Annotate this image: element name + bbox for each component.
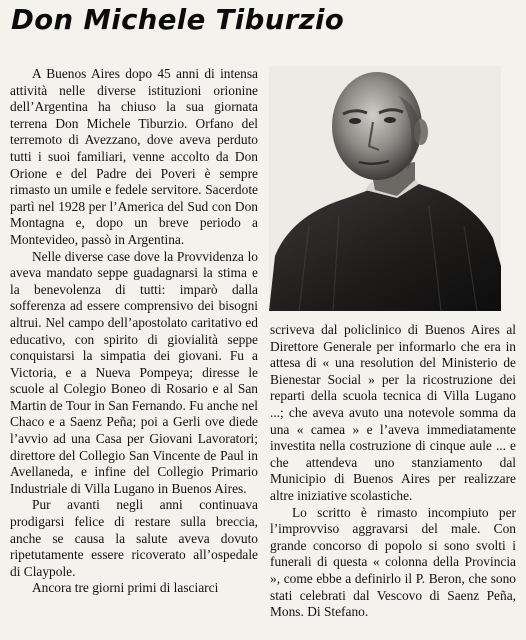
paragraph: Lo scritto è rimasto incompiuto per l’improvviso aggravarsi del male. Con grande concorso di popolo si sono svolti i funerali di questa « colonna della Provincia », come ebbe a definirlo il P. Beron, che sono stati celebrati dal Vescovo di Saenz Peña, Mons. Di Stefano. xyxy=(270,504,516,620)
article-title: Don Michele Tiburzio xyxy=(11,4,345,36)
paragraph: A Buenos Aires dopo 45 anni di intensa attività nelle diverse istituzioni orionine dell’Argentina ha chiuso la sua giornata terrena Don Michele Tiburzio. Orfano del terremoto di Avezzano, dove aveva perduto tutti i suoi familiari, venne accolto da Don Orione e del Padre dei Poveri è sempre rimasto un umile e fedele servitore. Sacerdote partì nel 1928 per l’America del Sud con Don Montagna e, dopo un breve periodo a Montevideo, passò in Argentina. xyxy=(10,66,258,247)
right-column xyxy=(270,322,516,621)
left-column xyxy=(10,66,258,597)
portrait-image xyxy=(269,66,501,311)
portrait-photo xyxy=(269,66,501,311)
paragraph: Ancora tre giorni primi di lasciarci xyxy=(32,580,219,596)
paragraph-continued: scriveva dal policlinico di Buenos Aires al Direttore Generale per informarlo che era in attesa di « una resolution del Ministerio de Bienestar Social » per la ricostruzione dei reparti della scuola tecnica di Villa Lugano ...; che aveva avuto una notevole somma da una « camea » e l’aveva immediatamente investita nella costruzione di cinque aule ... e che attendeva uno stanziamento dal Municipio di Buenos Aires per realizzare altre iniziative scolastiche. xyxy=(270,322,516,503)
paragraph: Pur avanti negli anni continuava prodigarsi felice di restare sulla breccia, anche se causa la salute aveva dovuto ripetutamente essere ricoverato all’ospedale di Claypole. xyxy=(10,497,258,579)
paragraph: Nelle diverse case dove la Provvidenza lo aveva mandato seppe guadagnarsi la stima e la benevolenza di tutti: imparò dalla sofferenza ad essere comprensivo dei bisogni altrui. Nel campo dell’apostolato caritativo ed educativo, con spirito di giovialità seppe conquistarsi la simpatia dei giovani. Fu a Victoria, e a Nueva Pompeya; diresse le scuole al Colegio Boneo di Rosario e al San Martin de Tour in San Fernando. Fu anche nel Chaco e a Saenz Peña; poi a Gerli ove diede l’avvio ad una Casa per Giovani Lavoratori; direttore del Collegio San Vincente de Paul in Avellaneda, e infine del Collegio Primario Industriale di Villa Lugano in Buenos Aires. xyxy=(10,248,258,496)
